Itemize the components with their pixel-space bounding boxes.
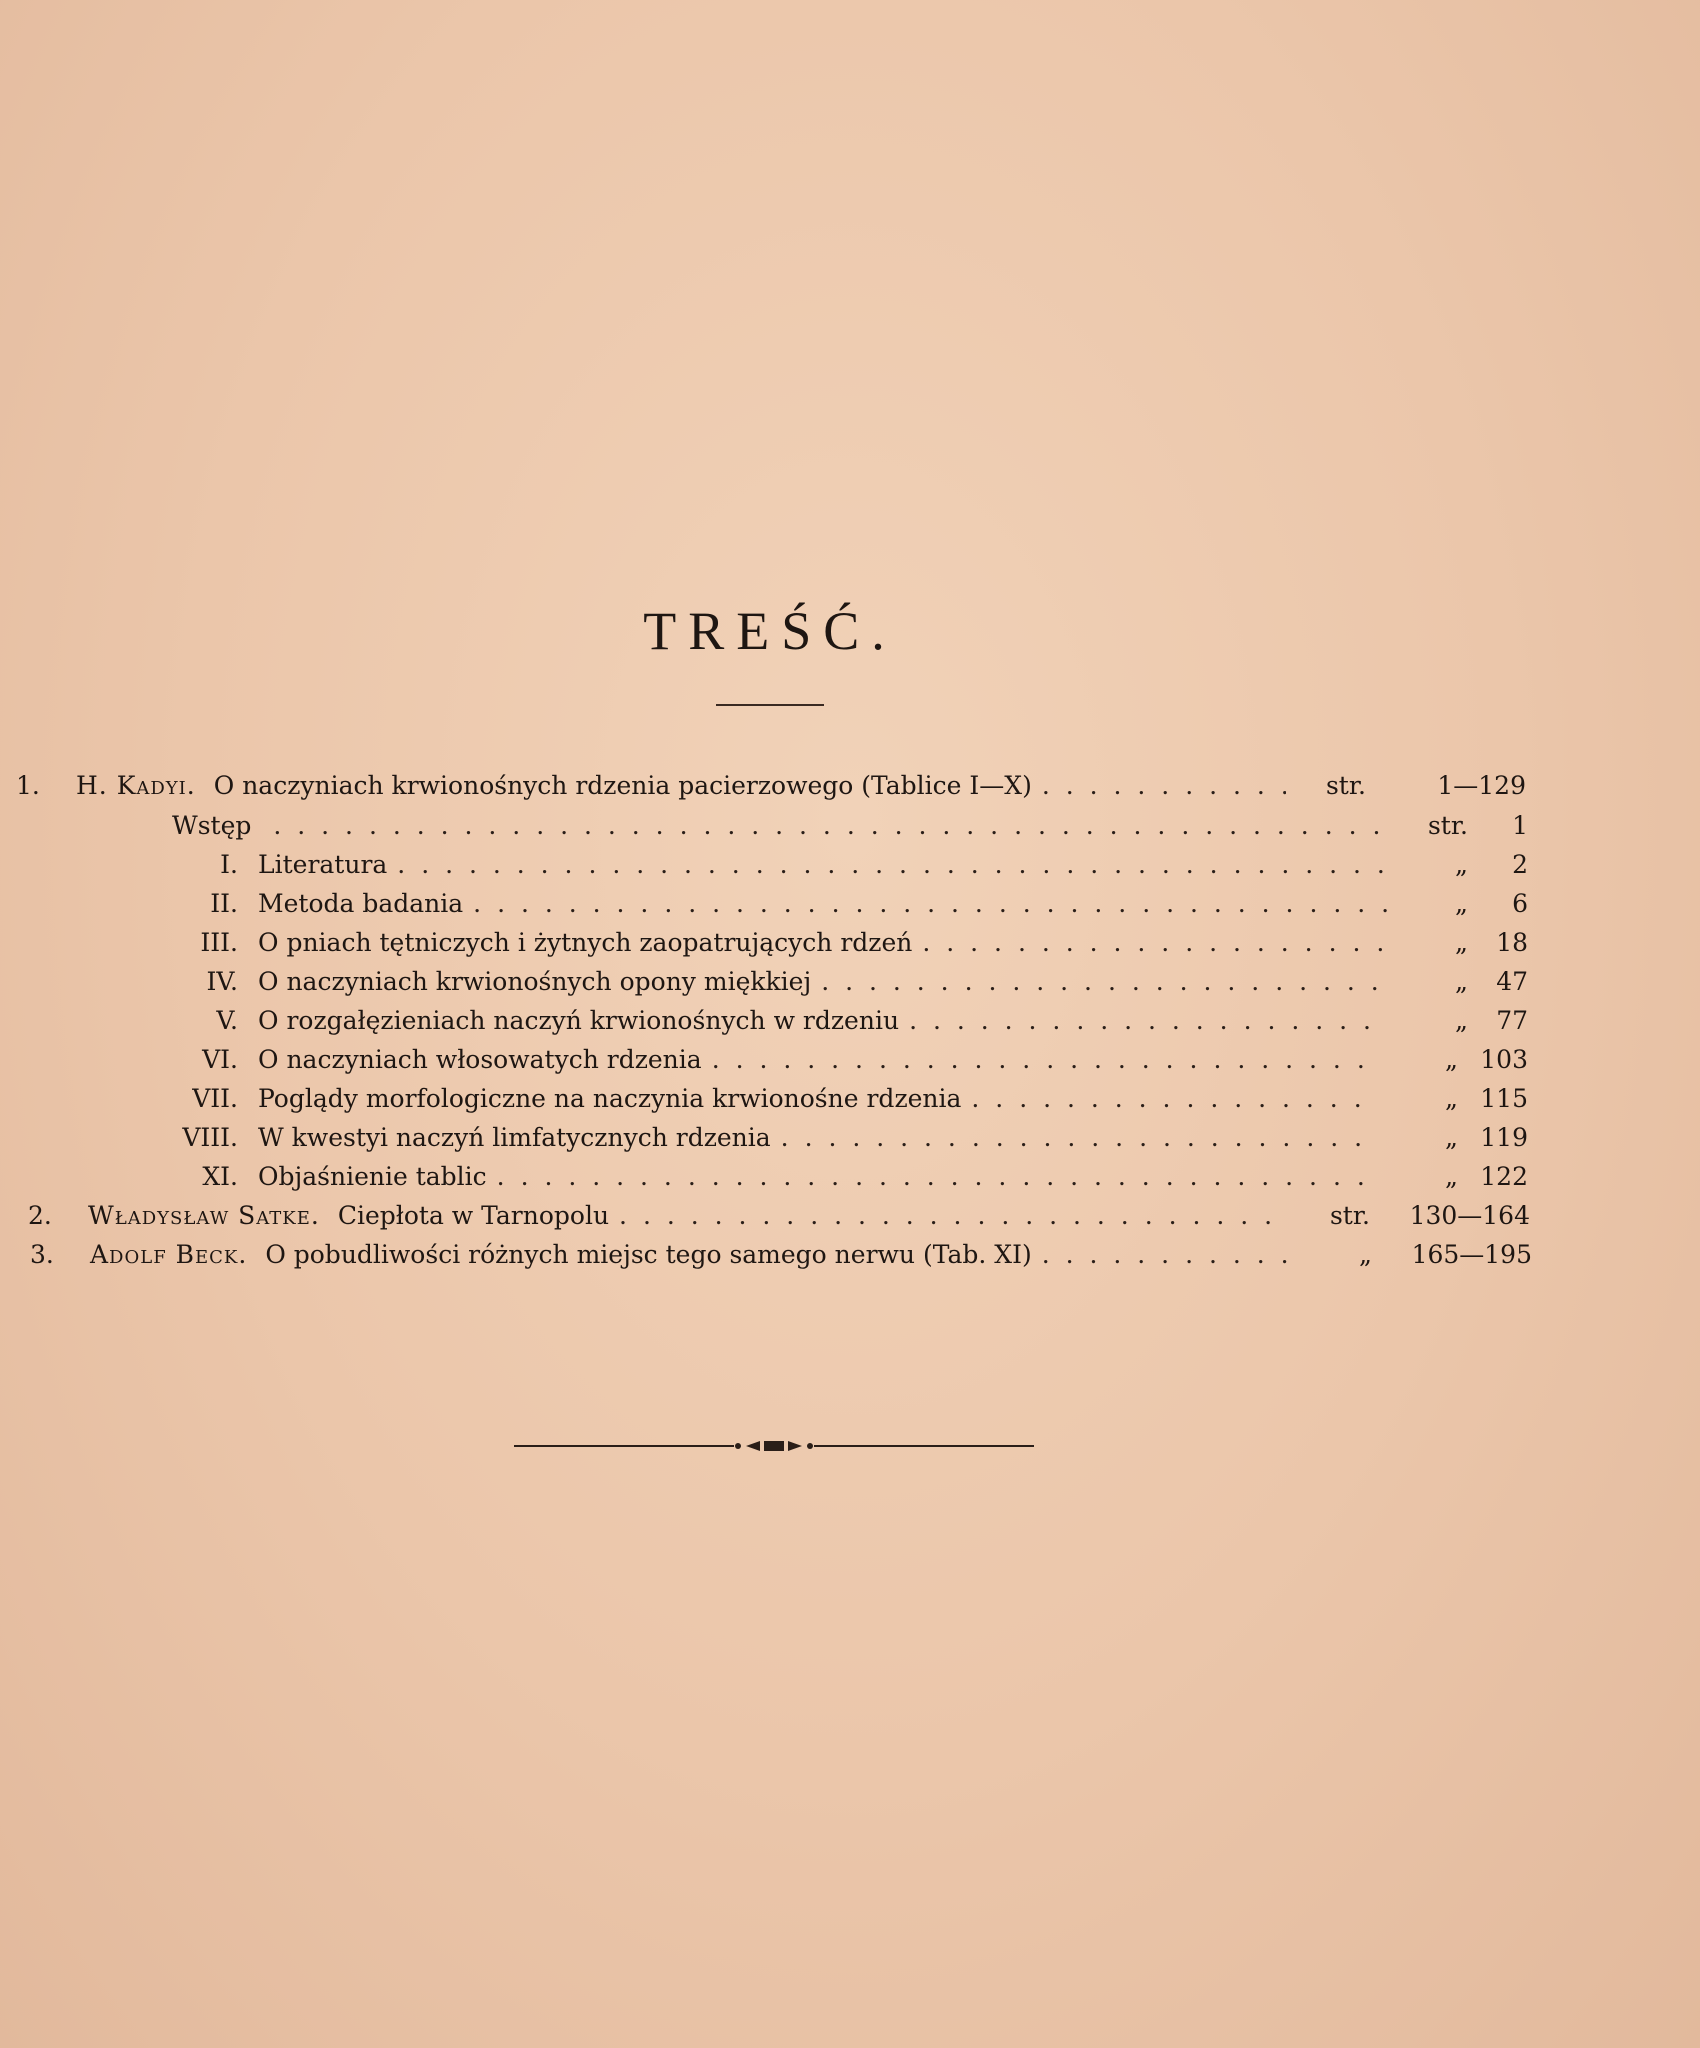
ditto-mark: „ <box>1359 1240 1372 1269</box>
page-title: TREŚĆ. <box>643 601 897 661</box>
chapter-numeral: VI. <box>202 1045 238 1074</box>
toc-entry <box>28 1198 1530 1234</box>
page-range: 1—129 <box>1437 771 1526 800</box>
entry-title: O pobudliwości różnych miejsc tego samego nerwu (Tab. XI) <box>265 1240 1032 1269</box>
chapter-title: W kwestyi naczyń limfatycznych rdzenia <box>258 1123 771 1152</box>
page-prefix: str. <box>1329 1201 1370 1230</box>
entry-title: O naczyniach krwionośnych rdzenia pacierzowego (Tablice I—X) <box>213 771 1032 800</box>
entry-author: H. Kadyi. <box>76 771 196 800</box>
entry-author: Adolf Beck. <box>90 1240 248 1269</box>
chapter-title: Objaśnienie tablic <box>258 1162 487 1191</box>
entry-number: 1. <box>16 771 40 800</box>
page-number: 6 <box>1512 889 1528 918</box>
toc-subentry <box>160 1042 1528 1078</box>
ditto-mark: „ <box>1455 850 1468 879</box>
dot-leader <box>397 847 1388 883</box>
chapter-title: O pniach tętniczych i żytnych zaopatrujących rdzeń <box>258 928 913 957</box>
page-prefix: str. <box>1427 811 1468 840</box>
page-prefix: str. <box>1325 771 1366 800</box>
page-number: 47 <box>1496 967 1528 996</box>
toc-subentry <box>160 925 1528 961</box>
toc-subentry <box>160 1120 1528 1156</box>
toc-subentry <box>160 886 1528 922</box>
chapter-title: O naczyniach włosowatych rdzenia <box>258 1045 702 1074</box>
toc-subentry <box>160 847 1528 883</box>
toc-subentry <box>172 808 1528 844</box>
entry-number: 2. <box>28 1201 52 1230</box>
dot-leader <box>273 808 1388 844</box>
ditto-mark: „ <box>1455 967 1468 996</box>
page-number: 1 <box>1512 811 1528 840</box>
dot-leader <box>909 1003 1388 1039</box>
chapter-numeral: II. <box>210 889 238 918</box>
ditto-mark: „ <box>1445 1123 1458 1152</box>
page-number: 18 <box>1496 928 1528 957</box>
dot-leader <box>619 1198 1290 1234</box>
chapter-numeral: IV. <box>206 967 238 996</box>
entry-number: 3. <box>30 1240 54 1269</box>
dot-leader <box>1042 1237 1292 1273</box>
ditto-mark: „ <box>1445 1162 1458 1191</box>
dot-leader <box>473 886 1388 922</box>
chapter-title: Literatura <box>258 850 388 879</box>
page-number: 77 <box>1496 1006 1528 1035</box>
chapter-title: Poglądy morfologiczne na naczynia krwionośne rdzenia <box>258 1084 962 1113</box>
ditto-mark: „ <box>1455 928 1468 957</box>
chapter-title: O rozgałęzieniach naczyń krwionośnych w rdzeniu <box>258 1006 900 1035</box>
chapter-numeral: VIII. <box>182 1123 238 1152</box>
page-range: 165—195 <box>1411 1240 1532 1269</box>
chapter-numeral: III. <box>200 928 238 957</box>
chapter-numeral: I. <box>220 850 238 879</box>
page-range: 130—164 <box>1409 1201 1530 1230</box>
entry-author: Władysław Satke. <box>88 1201 320 1230</box>
chapter-title: O naczyniach krwionośnych opony miękkiej <box>258 967 812 996</box>
toc-entry <box>16 768 1526 804</box>
dot-leader <box>1042 768 1286 804</box>
dot-leader <box>781 1120 1378 1156</box>
toc-subentry <box>160 1003 1528 1039</box>
page-number: 115 <box>1480 1084 1528 1113</box>
dot-leader <box>821 964 1388 1000</box>
dot-leader <box>971 1081 1378 1117</box>
page-number: 2 <box>1512 850 1528 879</box>
ditto-mark: „ <box>1455 1006 1468 1035</box>
toc-entry <box>30 1237 1532 1273</box>
subentry-label: Wstęp <box>172 811 252 840</box>
toc-subentry <box>160 1159 1528 1195</box>
page-number: 103 <box>1480 1045 1528 1074</box>
entry-title: Ciepłota w Tarnopolu <box>337 1201 610 1230</box>
chapter-numeral: XI. <box>202 1162 238 1191</box>
toc-subentry <box>160 964 1528 1000</box>
chapter-title: Metoda badania <box>258 889 464 918</box>
ditto-mark: „ <box>1455 889 1468 918</box>
dot-leader <box>497 1159 1378 1195</box>
page-number: 122 <box>1480 1162 1528 1191</box>
ornament-divider <box>514 1440 1034 1452</box>
chapter-numeral: V. <box>216 1006 238 1035</box>
ditto-mark: „ <box>1445 1045 1458 1074</box>
dot-leader <box>712 1042 1378 1078</box>
ditto-mark: „ <box>1445 1084 1458 1113</box>
chapter-numeral: VII. <box>192 1084 238 1113</box>
dot-leader <box>922 925 1388 961</box>
toc-subentry <box>160 1081 1528 1117</box>
page-number: 119 <box>1480 1123 1528 1152</box>
